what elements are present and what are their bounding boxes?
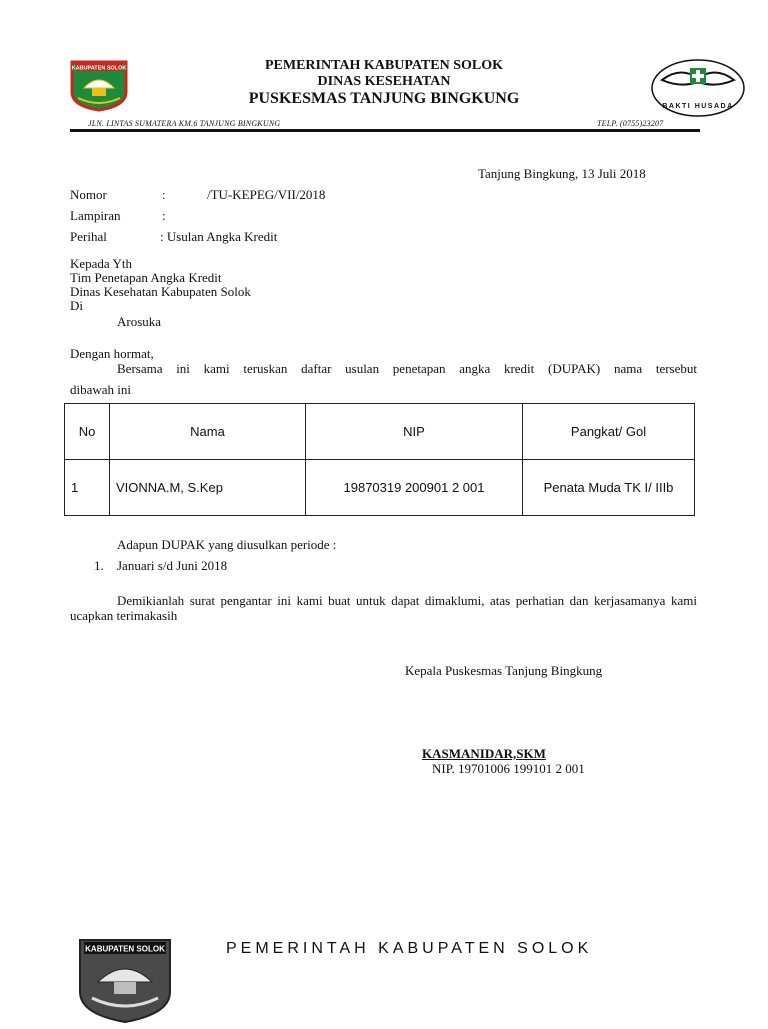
header-line1: PEMERINTAH KABUPATEN SOLOK — [264, 58, 504, 73]
place-date: Tanjung Bingkung, 13 Juli 2018 — [478, 166, 646, 181]
header-phone: TELP. (0755)23207 — [597, 119, 664, 128]
header-address: JLN. LINTAS SUMATERA KM.6 TANJUNG BINGKUNG — [88, 119, 281, 128]
nomor-value: /TU-KEPEG/VII/2018 — [207, 187, 326, 202]
signature-nip: NIP. 19701006 199101 2 001 — [432, 761, 585, 776]
recipient-line: Tim Penetapan Angka Kredit — [70, 270, 222, 285]
next-page-header: PEMERINTAH KABUPATEN SOLOK — [226, 940, 593, 957]
left-logo — [68, 58, 130, 112]
table-header-cell: Nama — [110, 404, 306, 460]
period-item: Januari s/d Juni 2018 — [117, 558, 228, 573]
table-cell: VIONNA.M, S.Kep — [110, 460, 306, 516]
table-header-cell: NIP — [306, 404, 523, 460]
nomor-label: Nomor — [70, 187, 107, 202]
svg-text:BAKTI HUSADA: BAKTI HUSADA — [662, 103, 734, 110]
period-intro: Adapun DUPAK yang diusulkan periode : — [117, 537, 337, 552]
perihal-label: Perihal — [70, 229, 107, 244]
right-logo — [650, 58, 746, 118]
table-cell: 19870319 200901 2 001 — [306, 460, 523, 516]
lampiran-sep: : — [162, 208, 166, 223]
svg-text:KABUPATEN SOLOK: KABUPATEN SOLOK — [71, 65, 127, 72]
header-line2: DINAS KESEHATAN — [317, 74, 451, 89]
nominee-table — [64, 403, 695, 516]
table-header-cell: Pangkat/ Gol — [523, 404, 695, 460]
table-cell: 1 — [65, 460, 110, 516]
intro-line1: Bersama ini kami teruskan daftar usulan penetapan angka kredit (DUPAK) nama tersebut — [117, 361, 697, 376]
nomor-sep: : — [162, 187, 166, 202]
header-line3: PUSKESMAS TANJUNG BINGKUNG — [248, 90, 520, 107]
table-header-row — [65, 404, 695, 460]
period-item-number: 1. — [94, 558, 104, 573]
intro-line2: dibawah ini — [70, 382, 132, 397]
recipient-line: Kepada Yth — [70, 256, 132, 271]
recipient-line: Dinas Kesehatan Kabupaten Solok — [70, 284, 251, 299]
closing-paragraph: Demikianlah surat pengantar ini kami buat untuk dapat dimaklumi, atas perhatian dan kerjasamanya kami ucapkan terimakasih — [70, 593, 697, 623]
signature-name: KASMANIDAR,SKM — [422, 746, 546, 761]
header-divider — [70, 129, 700, 132]
signature-title: Kepala Puskesmas Tanjung Bingkung — [405, 663, 603, 678]
table-header-cell: No — [65, 404, 110, 460]
recipient-line: Di — [70, 298, 83, 313]
greeting: Dengan hormat, — [70, 346, 154, 361]
next-page-logo — [76, 934, 174, 1024]
recipient-city: Arosuka — [117, 314, 162, 329]
table-row — [65, 460, 695, 516]
lampiran-label: Lampiran — [70, 208, 121, 223]
perihal-value: : Usulan Angka Kredit — [160, 229, 278, 244]
svg-text:KABUPATEN SOLOK: KABUPATEN SOLOK — [85, 944, 165, 954]
table-cell: Penata Muda TK I/ IIIb — [523, 460, 695, 516]
